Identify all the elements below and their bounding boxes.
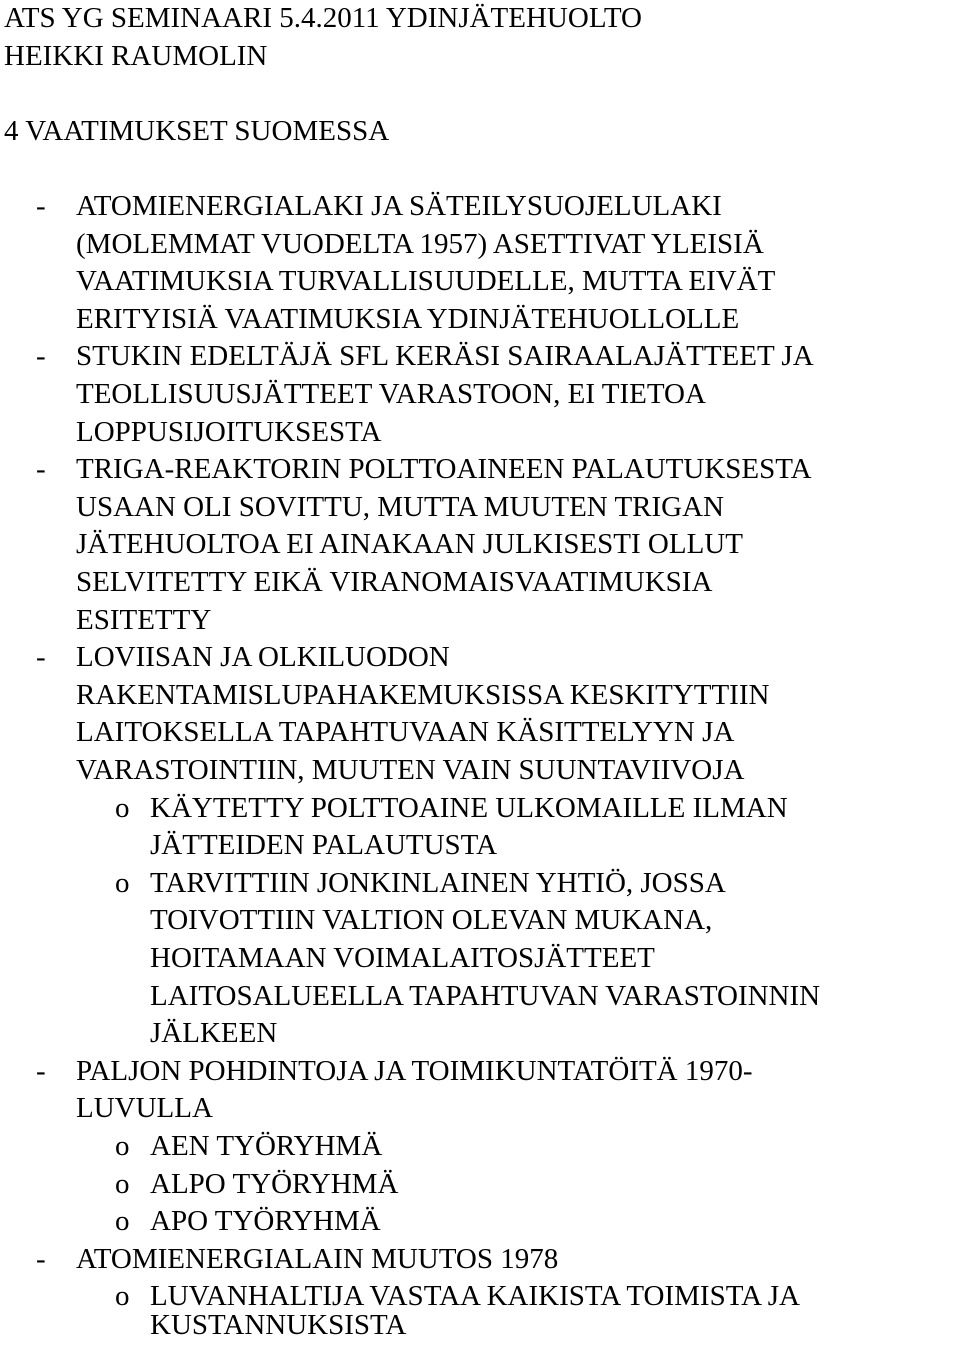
item-5-line-1: PALJON POHDINTOJA JA TOIMIKUNTATÖITÄ 1970-: [76, 1054, 753, 1087]
item-4-sub-2-line-2: TOIVOTTIIN VALTION OLEVAN MUKANA,: [150, 904, 713, 937]
item-5-line-2: LUVULLA: [76, 1092, 213, 1125]
item-6-sub-1-bullet: o: [115, 1280, 130, 1313]
item-5-sub-2-bullet: o: [115, 1167, 130, 1200]
item-4-sub-1-line-2: JÄTTEIDEN PALAUTUSTA: [150, 829, 498, 862]
section-title: 4 VAATIMUKSET SUOMESSA: [4, 114, 390, 147]
item-5-sub-3-line-1: APO TYÖRYHMÄ: [150, 1205, 381, 1238]
item-2-line-2: TEOLLISUUSJÄTTEET VARASTOON, EI TIETOA: [76, 378, 706, 410]
item-1-line-2: (MOLEMMAT VUODELTA 1957) ASETTIVAT YLEISIÄ: [76, 227, 764, 260]
item-4-sub-2-line-3: HOITAMAAN VOIMALAITOSJÄTTEET: [150, 942, 655, 974]
item-3-dash: -: [36, 453, 46, 486]
item-5-sub-3-bullet: o: [115, 1205, 130, 1238]
item-3-line-2: USAAN OLI SOVITTU, MUTTA MUUTEN TRIGAN: [76, 490, 724, 523]
header-line-2: HEIKKI RAUMOLIN: [4, 39, 268, 72]
item-6-line-1: ATOMIENERGIALAIN MUUTOS 1978: [76, 1242, 559, 1275]
item-5-sub-1-line-1: AEN TYÖRYHMÄ: [150, 1130, 383, 1162]
item-4-sub-2-line-5: JÄLKEEN: [150, 1017, 278, 1050]
item-6-sub-1-line-2: KUSTANNUKSISTA: [150, 1309, 407, 1341]
item-4-line-1: LOVIISAN JA OLKILUODON: [76, 641, 450, 674]
item-1-dash: -: [36, 190, 46, 222]
item-4-sub-2-line-1: TARVITTIIN JONKINLAINEN YHTIÖ, JOSSA: [150, 866, 726, 899]
item-6-dash: -: [36, 1242, 46, 1275]
item-6-sub-1-line-1: LUVANHALTIJA VASTAA KAIKISTA TOIMISTA JA: [150, 1280, 800, 1313]
item-1-line-4: ERITYISIÄ VAATIMUKSIA YDINJÄTEHUOLLOLLE: [76, 302, 740, 335]
item-4-line-2: RAKENTAMISLUPAHAKEMUKSISSA KESKITYTTIIN: [76, 678, 770, 711]
item-3-line-1: TRIGA-REAKTORIN POLTTOAINEEN PALAUTUKSESTA: [76, 453, 812, 486]
item-4-sub-2-line-4: LAITOSALUEELLA TAPAHTUVAN VARASTOINNIN: [150, 979, 821, 1012]
item-1-line-1: ATOMIENERGIALAKI JA SÄTEILYSUOJELULAKI: [76, 190, 722, 222]
item-4-sub-2-bullet: o: [115, 866, 130, 899]
item-2-line-1: STUKIN EDELTÄJÄ SFL KERÄSI SAIRAALAJÄTTEET JA: [76, 340, 814, 373]
item-3-line-5: ESITETTY: [76, 603, 212, 636]
item-3-line-3: JÄTEHUOLTOA EI AINAKAAN JULKISESTI OLLUT: [76, 528, 743, 561]
item-4-dash: -: [36, 641, 46, 674]
item-4-sub-1-line-1: KÄYTETTY POLTTOAINE ULKOMAILLE ILMAN: [150, 791, 788, 824]
item-2-line-3: LOPPUSIJOITUKSESTA: [76, 415, 382, 448]
item-2-dash: -: [36, 340, 46, 373]
header-line-1: ATS YG SEMINAARI 5.4.2011 YDINJÄTEHUOLTO: [4, 2, 642, 34]
item-5-sub-2-line-1: ALPO TYÖRYHMÄ: [150, 1167, 399, 1200]
item-4-line-3: LAITOKSELLA TAPAHTUVAAN KÄSITTELYYN JA: [76, 716, 735, 749]
item-4-sub-1-bullet: o: [115, 791, 130, 824]
item-1-line-3: VAATIMUKSIA TURVALLISUUDELLE, MUTTA EIVÄT: [76, 265, 776, 298]
item-5-dash: -: [36, 1054, 46, 1087]
item-5-sub-1-bullet: o: [115, 1130, 130, 1162]
item-4-line-4: VARASTOINTIIN, MUUTEN VAIN SUUNTAVIIVOJA: [76, 754, 745, 786]
item-3-line-4: SELVITETTY EIKÄ VIRANOMAISVAATIMUKSIA: [76, 566, 713, 598]
